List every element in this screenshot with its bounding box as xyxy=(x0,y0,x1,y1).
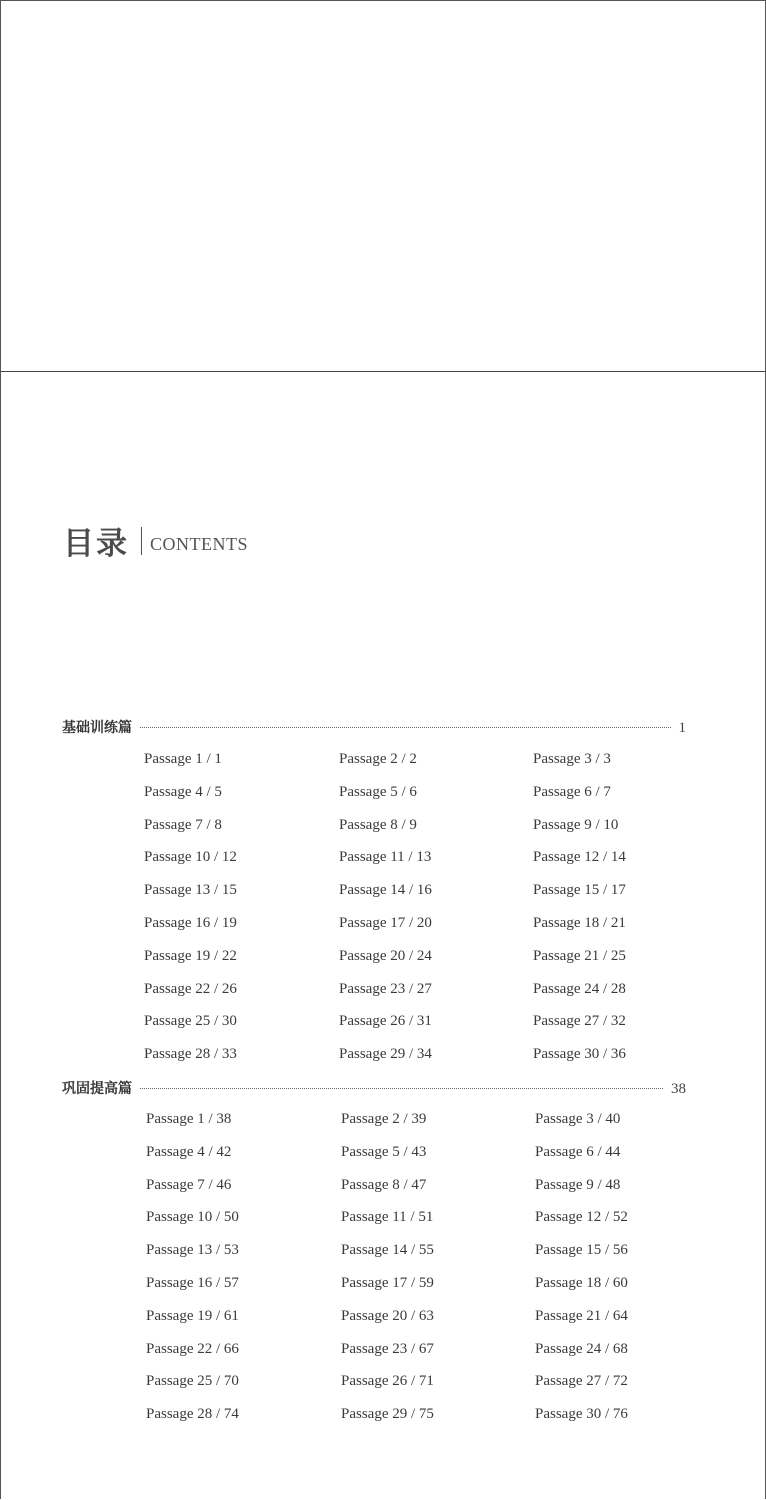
toc-entry[interactable]: Passage 14 / 55 xyxy=(341,1242,434,1258)
toc-entry[interactable]: Passage 5 / 43 xyxy=(341,1144,427,1160)
toc-entry[interactable]: Passage 18 / 60 xyxy=(535,1275,628,1291)
toc-entry[interactable]: Passage 5 / 6 xyxy=(339,784,417,800)
toc-entry[interactable]: Passage 18 / 21 xyxy=(533,915,626,931)
toc-entry[interactable]: Passage 16 / 19 xyxy=(144,915,237,931)
section-name: 巩固提高篇 xyxy=(62,1081,132,1097)
toc-entry[interactable]: Passage 30 / 76 xyxy=(535,1406,628,1422)
dot-leader xyxy=(140,726,671,728)
toc-entry[interactable]: Passage 15 / 17 xyxy=(533,882,626,898)
toc-entry[interactable]: Passage 10 / 12 xyxy=(144,849,237,865)
toc-entry[interactable]: Passage 11 / 13 xyxy=(339,849,432,865)
toc-entry[interactable]: Passage 9 / 10 xyxy=(533,817,619,833)
toc-entry[interactable]: Passage 23 / 67 xyxy=(341,1341,434,1357)
toc-entry[interactable]: Passage 17 / 59 xyxy=(341,1275,434,1291)
toc-entry[interactable]: Passage 2 / 2 xyxy=(339,751,417,767)
toc-entry[interactable]: Passage 6 / 7 xyxy=(533,784,611,800)
toc-entry[interactable]: Passage 25 / 70 xyxy=(146,1373,239,1389)
toc-entry[interactable]: Passage 8 / 47 xyxy=(341,1177,427,1193)
toc-entry[interactable]: Passage 29 / 34 xyxy=(339,1046,432,1062)
toc-entry[interactable]: Passage 30 / 36 xyxy=(533,1046,626,1062)
toc-entry[interactable]: Passage 7 / 8 xyxy=(144,817,222,833)
toc-entry[interactable]: Passage 13 / 53 xyxy=(146,1242,239,1258)
toc-entry[interactable]: Passage 3 / 40 xyxy=(535,1111,621,1127)
toc-entry[interactable]: Passage 26 / 71 xyxy=(341,1373,434,1389)
toc-entry[interactable]: Passage 12 / 14 xyxy=(533,849,626,865)
toc-entry[interactable]: Passage 27 / 32 xyxy=(533,1013,626,1029)
toc-entry[interactable]: Passage 26 / 31 xyxy=(339,1013,432,1029)
toc-entry[interactable]: Passage 4 / 5 xyxy=(144,784,222,800)
page-title xyxy=(63,518,248,563)
toc-entry[interactable]: Passage 19 / 61 xyxy=(146,1308,239,1324)
toc-entry[interactable]: Passage 21 / 25 xyxy=(533,948,626,964)
toc-entry[interactable]: Passage 19 / 22 xyxy=(144,948,237,964)
toc-entry[interactable]: Passage 2 / 39 xyxy=(341,1111,427,1127)
section-heading-advanced[interactable] xyxy=(62,1078,686,1098)
title-chinese: 目录 xyxy=(63,526,129,562)
section-page-number: 38 xyxy=(671,1081,686,1097)
toc-entry[interactable]: Passage 17 / 20 xyxy=(339,915,432,931)
toc-entry[interactable]: Passage 11 / 51 xyxy=(341,1209,434,1225)
toc-entry[interactable]: Passage 22 / 66 xyxy=(146,1341,239,1357)
toc-entry[interactable]: Passage 20 / 24 xyxy=(339,948,432,964)
toc-entry[interactable]: Passage 25 / 30 xyxy=(144,1013,237,1029)
toc-entry[interactable]: Passage 16 / 57 xyxy=(146,1275,239,1291)
toc-entry[interactable]: Passage 22 / 26 xyxy=(144,981,237,997)
toc-entry[interactable]: Passage 6 / 44 xyxy=(535,1144,621,1160)
toc-entry[interactable]: Passage 24 / 28 xyxy=(533,981,626,997)
section-heading-basic[interactable] xyxy=(62,717,686,737)
toc-entry[interactable]: Passage 7 / 46 xyxy=(146,1177,232,1193)
section-page-number: 1 xyxy=(678,720,686,736)
title-english: CONTENTS xyxy=(150,534,248,554)
toc-entry[interactable]: Passage 24 / 68 xyxy=(535,1341,628,1357)
title-divider xyxy=(141,527,142,555)
toc-entry[interactable]: Passage 13 / 15 xyxy=(144,882,237,898)
toc-entry[interactable]: Passage 15 / 56 xyxy=(535,1242,628,1258)
toc-entry[interactable]: Passage 23 / 27 xyxy=(339,981,432,997)
toc-entry[interactable]: Passage 28 / 33 xyxy=(144,1046,237,1062)
toc-entry[interactable]: Passage 29 / 75 xyxy=(341,1406,434,1422)
toc-entry[interactable]: Passage 28 / 74 xyxy=(146,1406,239,1422)
toc-entry[interactable]: Passage 1 / 38 xyxy=(146,1111,232,1127)
section-name: 基础训练篇 xyxy=(62,720,132,736)
dot-leader xyxy=(140,1087,663,1089)
toc-entry[interactable]: Passage 27 / 72 xyxy=(535,1373,628,1389)
blank-previous-page xyxy=(0,0,766,373)
toc-entry[interactable]: Passage 20 / 63 xyxy=(341,1308,434,1324)
toc-entry[interactable]: Passage 10 / 50 xyxy=(146,1209,239,1225)
toc-entry[interactable]: Passage 8 / 9 xyxy=(339,817,417,833)
toc-entry[interactable]: Passage 4 / 42 xyxy=(146,1144,232,1160)
toc-entry[interactable]: Passage 1 / 1 xyxy=(144,751,222,767)
toc-entry[interactable]: Passage 21 / 64 xyxy=(535,1308,628,1324)
toc-entry[interactable]: Passage 12 / 52 xyxy=(535,1209,628,1225)
toc-entry[interactable]: Passage 3 / 3 xyxy=(533,751,611,767)
toc-entry[interactable]: Passage 9 / 48 xyxy=(535,1177,621,1193)
toc-entry[interactable]: Passage 14 / 16 xyxy=(339,882,432,898)
